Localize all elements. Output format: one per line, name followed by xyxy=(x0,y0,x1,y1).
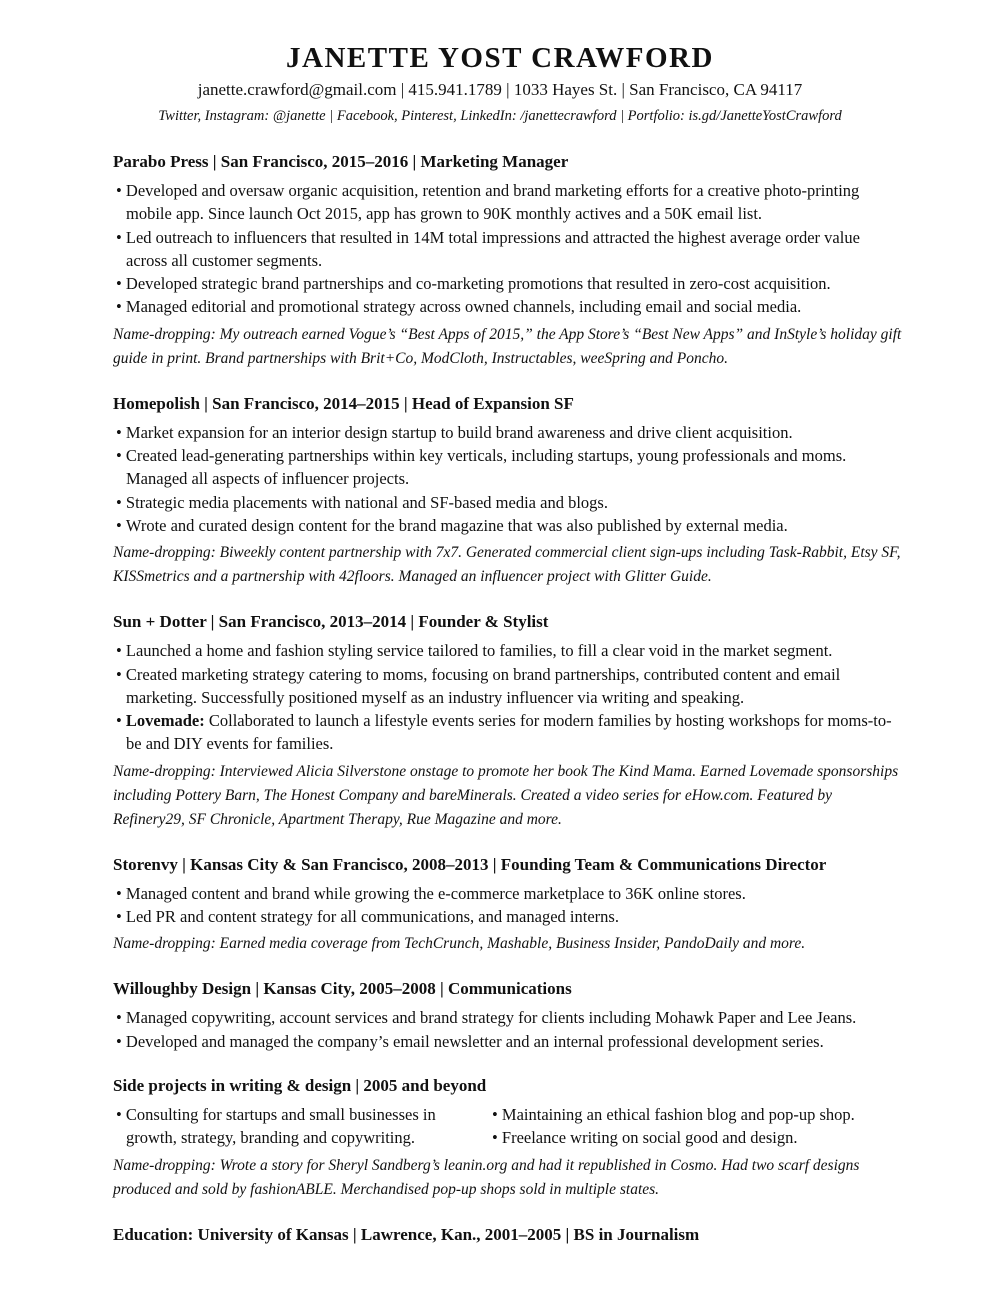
name-dropping-note: Name-dropping: Interviewed Alicia Silverstone onstage to promote her book The Kind Mama. Earned Lovemade sponsorships including Pottery Barn, The Honest Company and bareMinerals. Created a video series for eHow.com. Featured by Refinery29, SF Chronicle, Apartment Therapy, Rue Magazine and more. xyxy=(113,762,899,828)
contact-line: janette.crawford@gmail.com | 415.941.1789 | 1033 Hayes St. | San Francisco, CA 94117 xyxy=(197,80,803,99)
bullet-item: • Managed content and brand while growing the e-commerce marketplace to 36K online stores. xyxy=(113,882,903,905)
side-projects-section xyxy=(113,1074,903,1202)
resume-body xyxy=(113,150,903,1246)
job-heading: Willoughby Design | Kansas City, 2005–2008 | Communications xyxy=(113,979,572,999)
bullet-item: • Strategic media placements with national and SF-based media and blogs. xyxy=(113,491,903,514)
bullet-item: • Managed copywriting, account services and brand strategy for clients including Mohawk Paper and Lee Jeans. xyxy=(113,1006,903,1029)
bullet-item: • Created lead-generating partnerships within key verticals, including startups, young professionals and moms. Managed all aspects of influencer projects. xyxy=(113,444,903,491)
bullet-item: • Launched a home and fashion styling service tailored to families, to fill a clear void in the market segment. xyxy=(113,639,903,662)
bullet-item: • Developed strategic brand partnerships and co-marketing promotions that resulted in zero-cost acquisition. xyxy=(113,272,903,295)
job-heading: Parabo Press | San Francisco, 2015–2016 | Marketing Manager xyxy=(113,152,569,171)
candidate-name: JANETTE YOST CRAWFORD xyxy=(286,42,714,74)
job-homepolish xyxy=(113,392,903,589)
bullet-item: • Developed and managed the company’s email newsletter and an internal professional development series. xyxy=(113,1030,903,1053)
job-parabo-press xyxy=(113,150,903,371)
name-dropping-note: Name-dropping: Earned media coverage from TechCrunch, Mashable, Business Insider, PandoDaily and more. xyxy=(113,935,806,953)
job-bullets xyxy=(113,882,903,929)
name-dropping-note: Name-dropping: Wrote a story for Sheryl Sandberg’s leanin.org and had it republished in Cosmo. Had two scarf designs produced and sold by fashionABLE. Merchandised pop-up shops sold in multiple states. xyxy=(113,1156,860,1198)
social-links-line: Twitter, Instagram: @janette | Facebook, Pinterest, LinkedIn: /janettecrawford | Portfolio: is.gd/JanetteYostCrawford xyxy=(158,108,842,124)
job-willoughby-design xyxy=(113,977,903,1053)
side-projects-left-column xyxy=(113,1103,489,1150)
job-bullets xyxy=(113,639,903,755)
name-dropping-note: Name-dropping: My outreach earned Vogue’s “Best Apps of 2015,” the App Store’s “Best New Apps” and InStyle’s holiday gift guide in print. Brand partnerships with Brit+Co, ModCloth, Instructables, weeSpring and Poncho. xyxy=(113,325,902,367)
bullet-item: • Created marketing strategy catering to moms, focusing on brand partnerships, contributed content and email marketing. Successfully positioned myself as an industry influencer via writing and speaking. xyxy=(113,663,903,710)
bullet-item: • Led PR and content strategy for all communications, and managed interns. xyxy=(113,905,903,928)
job-storenvy xyxy=(113,853,903,957)
bullet-item: • Market expansion for an interior design startup to build brand awareness and drive client acquisition. xyxy=(113,421,903,444)
job-sun-dotter xyxy=(113,610,903,831)
lovemade-label: Lovemade: xyxy=(125,711,205,731)
bullet-item-lovemade xyxy=(113,709,903,756)
bullet-item: • Freelance writing on social good and design. xyxy=(489,1126,903,1149)
education-line: Education: University of Kansas | Lawrence, Kan., 2001–2005 | BS in Journalism xyxy=(113,1224,700,1244)
side-projects-columns xyxy=(113,1103,903,1150)
job-bullets xyxy=(113,1006,903,1053)
job-heading: Storenvy | Kansas City & San Francisco, 2008–2013 | Founding Team & Communications Director xyxy=(113,854,827,874)
bullet-item: • Led outreach to influencers that resulted in 14M total impressions and attracted the highest average order value across all customer segments. xyxy=(113,226,903,273)
bullet-item: • Managed editorial and promotional strategy across owned channels, including email and social media. xyxy=(113,295,903,318)
job-heading: Sun + Dotter | San Francisco, 2013–2014 | Founder & Stylist xyxy=(113,612,549,632)
side-projects-right-column xyxy=(489,1103,903,1150)
name-dropping-note: Name-dropping: Biweekly content partnership with 7x7. Generated commercial client sign-ups including Task-Rabbit, Etsy SF, KISSmetrics and a partnership with 42floors. Managed an influencer project with Glitter Guide. xyxy=(113,544,901,586)
job-heading: Homepolish | San Francisco, 2014–2015 | Head of Expansion SF xyxy=(113,393,574,413)
bullet-item: • Developed and oversaw organic acquisition, retention and brand marketing efforts for a creative photo-printing mobile app. Since launch Oct 2015, app has grown to 90K monthly actives and a 50K email list. xyxy=(113,179,903,226)
bullet-item: • Maintaining an ethical fashion blog and pop-up shop. xyxy=(489,1103,903,1126)
side-projects-heading: Side projects in writing & design | 2005 and beyond xyxy=(113,1075,487,1095)
bullet-item: • Consulting for startups and small businesses in growth, strategy, branding and copywriting. xyxy=(113,1103,489,1150)
lovemade-text: Collaborated to launch a lifestyle events series for modern families by hosting workshops for moms-to-be and DIY events for families. xyxy=(126,711,892,754)
job-bullets xyxy=(113,421,903,537)
job-bullets xyxy=(113,179,903,319)
bullet-item: • Wrote and curated design content for the brand magazine that was also published by external media. xyxy=(113,514,903,537)
